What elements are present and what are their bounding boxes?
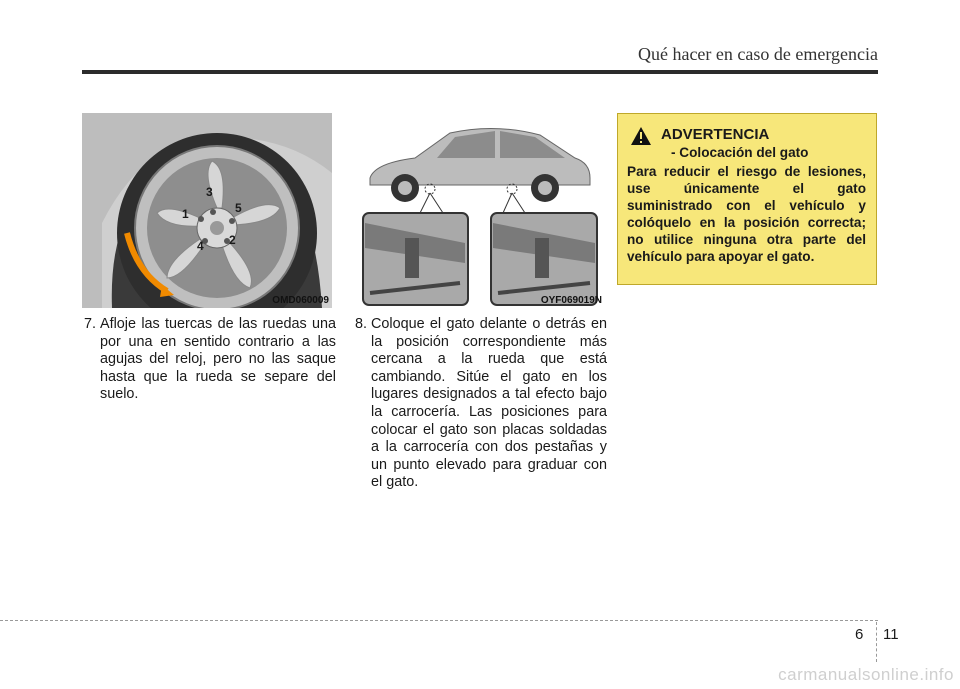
jack-figure — [355, 113, 605, 308]
header-rule — [82, 70, 878, 74]
step-8-text: Coloque el gato delante o detrás en la posición correspondiente más cercana a la rueda que está cambiando. Sitúe el gato en los lugares designados a tal efecto bajo la carrocería. Las posiciones para colocar el gato son placas soldadas a la carrocería con dos pestañas y un punto elevado para graduar con el gato. — [371, 316, 607, 491]
wheel-figure — [82, 113, 332, 308]
section-number: 6 — [855, 626, 864, 643]
step-7-text: Afloje las tuercas de las ruedas una por una en sentido contrario a las agujas del reloj, pero no las saque hasta que la rueda se separe del suelo. — [100, 316, 336, 403]
watermark: carmanualsonline.info — [778, 665, 954, 684]
page-number-divider — [876, 622, 877, 662]
footer-rule — [0, 620, 878, 621]
step-7-number: 7. — [84, 316, 97, 332]
warning-body: Para reducir el riesgo de lesiones, use únicamente el gato suministrado con el vehículo y colóquelo en la posición correcta; no utilice ninguna otra parte del vehículo para apoyar el gato. — [627, 164, 866, 264]
warning-triangle-icon — [630, 126, 652, 146]
figure-code-left: OMD060009 — [272, 295, 329, 306]
step-8-number: 8. — [355, 316, 368, 332]
step-8 — [355, 316, 607, 492]
page-number: 11 — [883, 626, 899, 643]
lug-label-2: 2 — [229, 233, 236, 247]
car-jack-illustration — [355, 113, 605, 308]
wheel-illustration — [82, 113, 332, 308]
lug-label-3: 3 — [206, 185, 213, 199]
warning-subtitle: - Colocación del gato — [671, 145, 809, 160]
figure-code-right: OYF069019N — [540, 295, 602, 306]
warning-box — [617, 113, 877, 285]
page-header-title: Qué hacer en caso de emergencia — [637, 44, 878, 64]
lug-label-5: 5 — [235, 201, 242, 215]
warning-title: ADVERTENCIA — [661, 126, 770, 143]
lug-label-4: 4 — [197, 239, 204, 253]
step-7 — [84, 316, 336, 404]
lug-label-1: 1 — [182, 207, 189, 221]
